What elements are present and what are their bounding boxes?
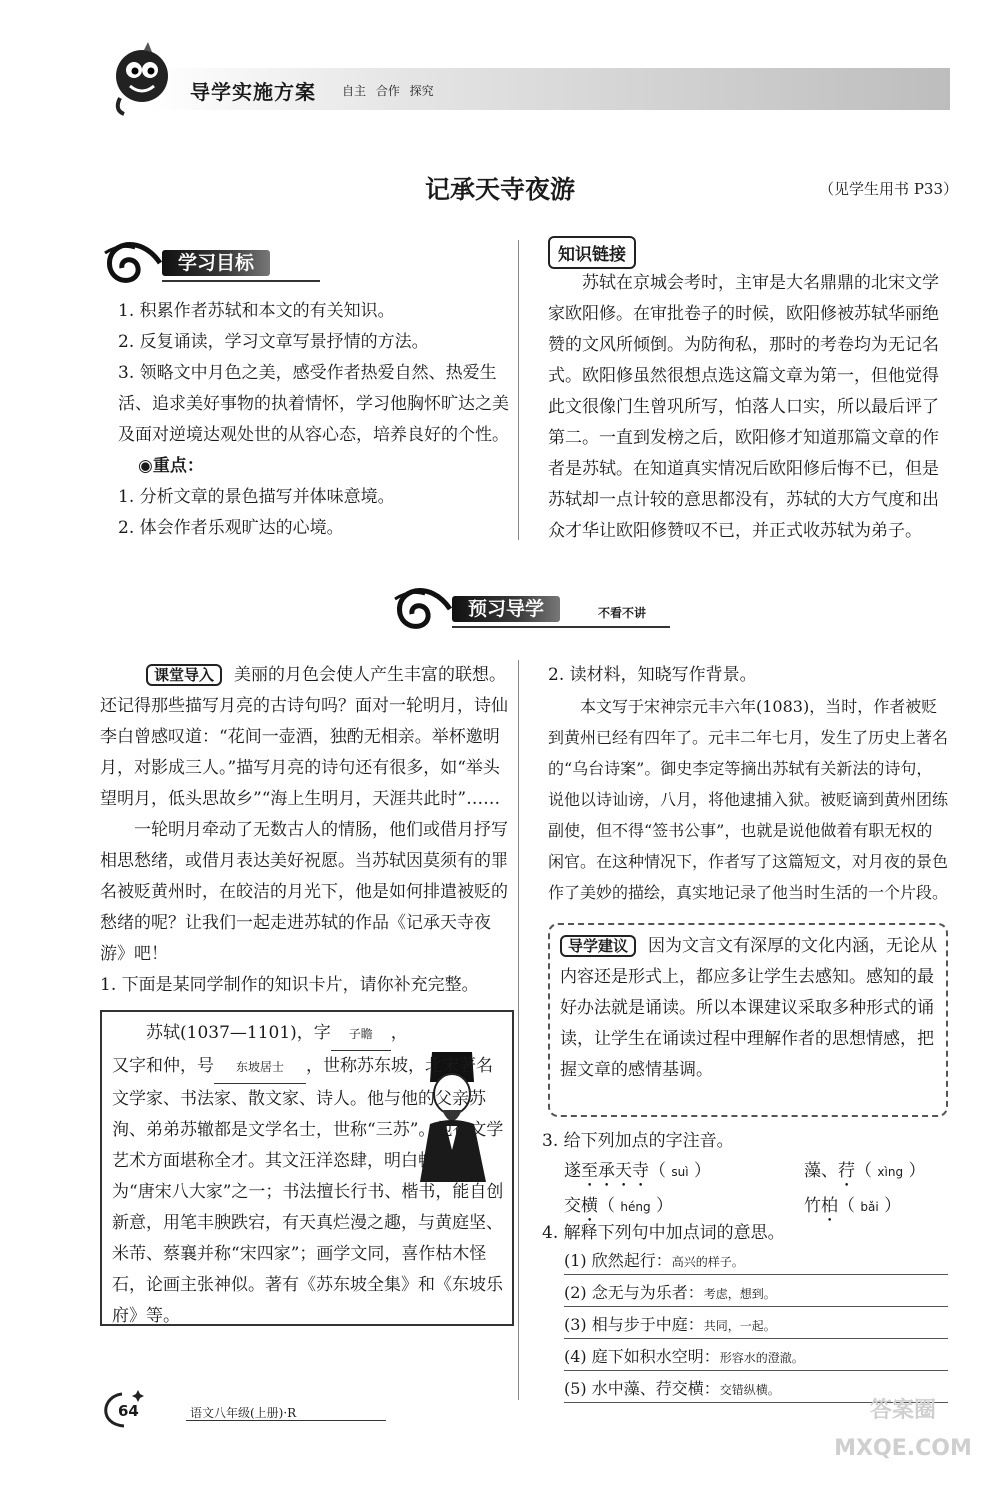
goals-banner-label: 学习目标 [162, 250, 270, 276]
suggestion-box [548, 923, 948, 1117]
card-answer-zi: 子瞻 [331, 1019, 391, 1051]
suggestion-text: 因为文言文有深厚的文化内涵，无论从内容还是形式上，都应多让学生去感知。感知的最好办法就是诵读。所以本课建议采取多种形式的诵读，让学生在诵读过程中理解作者的思想情感，把握文章的感情基调。 [560, 936, 938, 1080]
goals-banner [100, 238, 320, 288]
question-3: 3. 给下列加点的字注音。 [542, 1131, 734, 1151]
pinyin-item: 交横（ héng ） [564, 1196, 674, 1216]
suggestion-content [560, 931, 938, 1086]
explain-question: (4) 庭下如积水空明： [564, 1347, 720, 1366]
card-answer-hao: 东坡居士 [214, 1052, 306, 1084]
pinyin-answer: bǎi [860, 1200, 879, 1214]
explain-answer: 形容水的澄澈。 [719, 1351, 804, 1365]
pinyin-item: 藻、荇（ xìng ） [804, 1161, 926, 1181]
pinyin-dotted: 荇 [838, 1161, 855, 1181]
card-text-4: ，世称苏东坡，北宋著名文学家、书法家、散文家、诗人。他与他的父亲苏洵、弟弟苏辙都是文学名士，世称“三苏”。他在文学艺术方面堪称全才。其文汪洋恣肆，明白畅达，为“唐宋八大家”之一；书法擅长行书、楷书，能自创新意，用笔丰腴跌宕，有天真烂漫之趣，与黄庭坚、米芾、蔡襄并称“宋四家”；画学文同，喜作枯木怪石，论画主张神似。著有《苏东坡全集》和《东坡乐府》等。 [112, 1056, 504, 1326]
explain-item [564, 1280, 948, 1307]
preview-note: 不看不讲 [598, 606, 647, 620]
preview-banner-label: 预习导学 [452, 596, 560, 622]
pinyin-dotted: 横 [581, 1196, 598, 1216]
header-subtitle: 自主 合作 探究 [342, 84, 434, 98]
question-2: 2. 读材料，知晓写作背景。 [548, 665, 757, 685]
footer-book-title: 语文八年级(上册)·R [190, 1406, 297, 1420]
explain-answer: 交错纵横。 [719, 1383, 780, 1397]
watermark: 答案圈 MXQE.COM [834, 1398, 972, 1461]
explain-item [564, 1312, 948, 1339]
intro-paragraph-1 [100, 660, 510, 815]
key-points-label: ◉重点： [138, 456, 204, 476]
pinyin-word: 交 [564, 1196, 581, 1216]
knowledge-card [100, 1010, 514, 1326]
pinyin-list [564, 1156, 944, 1226]
column-divider [518, 240, 519, 540]
explain-question: (1) 欣然起行： [564, 1251, 672, 1270]
background-text: 本文写于宋神宗元丰六年(1083)，当时，作者被贬到黄州已经有四年了。元丰二年七月，发生了历史上著名的“乌台诗案”。御史李定等摘出苏轼有关新法的诗句，说他以诗讪谤，八月，将他逮捕入狱。被贬谪到黄州团练副使，但不得“签书公事”，也就是说他做着有职无权的闲官。在这种情况下，作者写了这篇短文，对月夜的景色作了美妙的描绘，真实地记录了他当时生活的一个片段。 [548, 697, 949, 902]
question-4: 4. 解释下列句中加点词的意思。 [542, 1223, 785, 1243]
goal-item: 1. 积累作者苏轼和本文的有关知识。 [118, 301, 395, 321]
pinyin-word: 藻、 [804, 1161, 838, 1181]
footer-line [186, 1420, 386, 1421]
explain-answer: 共同，一起。 [703, 1319, 776, 1333]
suggestion-label: 导学建议 [560, 935, 636, 957]
explain-question: (2) 念无与为乐者： [564, 1283, 704, 1302]
question-1: 1. 下面是某同学制作的知识卡片，请你补充完整。 [100, 975, 479, 995]
explain-item [564, 1344, 948, 1371]
header-title: 导学实施方案 [190, 80, 316, 104]
pinyin-word: 竹 [804, 1196, 821, 1216]
card-text-2: ， [390, 1023, 408, 1043]
knowledge-link-tag: 知识链接 [548, 236, 636, 269]
pinyin-item: 遂至承天寺（ suì ） [564, 1161, 712, 1181]
key-point-item: 1. 分析文章的景色描写并体味意境。 [118, 487, 395, 507]
page-title: 记承天寺夜游 [424, 175, 575, 204]
pinyin-dotted: 至承天寺 [581, 1161, 649, 1181]
pinyin-dotted: 柏 [821, 1196, 838, 1216]
card-text-3: 又字和仲，号 [112, 1056, 214, 1076]
pinyin-answer: héng [620, 1200, 651, 1214]
pinyin-word: 遂 [564, 1161, 581, 1181]
intro-paragraph-2: 一轮明月牵动了无数古人的情肠，他们或借月抒写相思愁绪，或借月表达美好祝愿。当苏轼因莫须有的罪名被贬黄州时，在皎洁的月光下，他是如何排遣被贬的愁绪的呢？让我们一起走进苏轼的作品《记承天寺夜游》吧！ [100, 820, 508, 964]
goal-item: 2. 反复诵读，学习文章写景抒情的方法。 [118, 332, 429, 352]
mascot-logo-icon [100, 40, 180, 120]
explain-item [564, 1248, 948, 1275]
pinyin-item: 竹柏（ bǎi ） [804, 1196, 902, 1216]
goals-banner-line [162, 280, 320, 282]
knowledge-link-text: 苏轼在京城会考时，主审是大名鼎鼎的北宋文学家欧阳修。在审批卷子的时候，欧阳修被苏轼华丽绝赞的文风所倾倒。为防徇私，那时的考卷均为无记名式。欧阳修虽然很想点选这篇文章为第一，但他觉得此文很像门生曾巩所写，怕落人口实，所以最后评了第二。一直到发榜之后，欧阳修才知道那篇文章的作者是苏轼。在知道真实情况后欧阳修后悔不已，但是苏轼却一点计较的意思都没有，苏轼的大方气度和出众才华让欧阳修赞叹不已，并正式收苏轼为弟子。 [548, 273, 939, 541]
explain-question: (5) 水中藻、荇交横： [564, 1379, 720, 1398]
pinyin-answer: xìng [877, 1165, 904, 1179]
intro-section [100, 660, 510, 1001]
swirl-ornament-icon [100, 238, 170, 288]
swirl-ornament-icon [390, 584, 460, 634]
intro-label: 课堂导入 [146, 664, 222, 686]
card-text [112, 1018, 504, 1332]
pinyin-row [564, 1156, 944, 1191]
goals-list [118, 296, 510, 544]
card-text-1: 苏轼(1037—1101)，字 [146, 1023, 331, 1043]
explain-answer: 高兴的样子。 [671, 1255, 744, 1269]
page-reference: （见学生用书 P33） [819, 180, 958, 198]
page-number: 64 [118, 1402, 139, 1420]
pinyin-answer: suì [671, 1165, 689, 1179]
explain-answer: 考虑，想到。 [703, 1287, 776, 1301]
column-divider [518, 660, 519, 1400]
explain-list [564, 1248, 948, 1403]
key-point-item: 2. 体会作者乐观旷达的心境。 [118, 518, 344, 538]
preview-banner-line [452, 626, 670, 628]
explain-question: (3) 相与步于中庭： [564, 1315, 704, 1334]
goal-item: 3. 领略文中月色之美，感受作者热爱自然、热爱生活、追求美好事物的执着情怀，学习他胸怀旷达之美及面对逆境达观处世的从容心态，培养良好的个性。 [118, 363, 509, 445]
intro-text-1: 美丽的月色会使人产生丰富的联想。还记得那些描写月亮的古诗句吗？面对一轮明月，诗仙李白曾感叹道：“花间一壶酒，独酌无相亲。举杯邀明月，对影成三人。”描写月亮的诗句还有很多，如“举头望明月，低头思故乡”“海上生明月，天涯共此时”…… [100, 665, 508, 809]
